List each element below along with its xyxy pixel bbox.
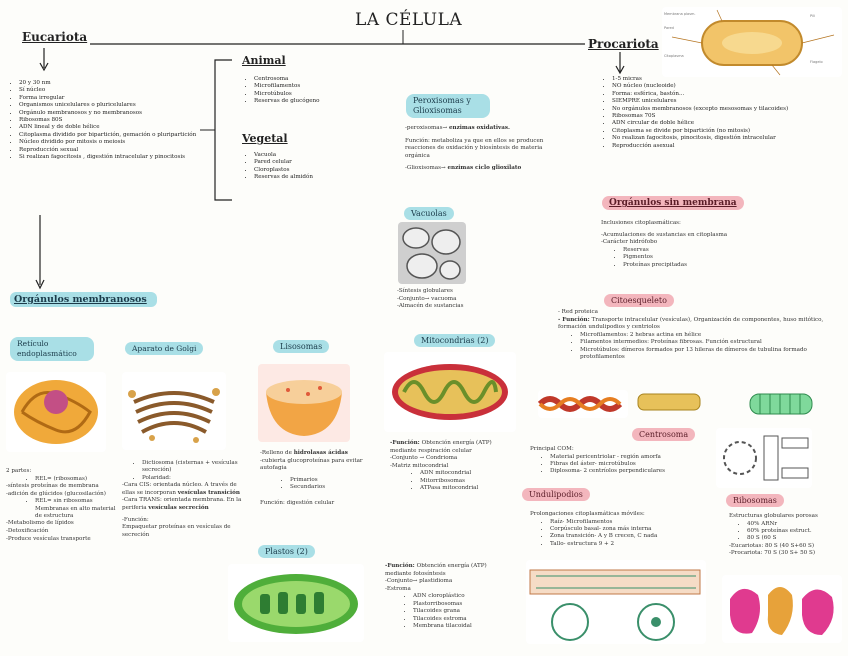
plastos-text: -Función: Obtención energía (ATP) mediante fotosíntesis -Conjunto→ plastidioma -Estroma • ADN cloroplástico • Plastorribosomas • Tilacoides grana • Tilacoides estroma • Membrana tilacoidal: [385, 563, 505, 630]
centrosoma-image: [716, 428, 812, 488]
vacuolas-text: [397, 288, 497, 311]
lisosoma-tipo-item: • Secundarios: [290, 484, 370, 491]
vegetal-heading: Vegetal: [242, 132, 288, 145]
cloroplasto-image: [228, 564, 364, 642]
eucariota-item: • Orgánulo membranosos y no membranosos: [19, 110, 204, 117]
eucariota-item: • Si realizan fagocitosis , digestión intracelular y pinocitosis: [19, 154, 204, 161]
text-line: -Almacén de sustancias: [397, 303, 464, 310]
lisosomas-image: [258, 364, 350, 442]
matriz-item: • ADN mitocondrial: [420, 470, 510, 477]
ribosomas-label: Ribosomas: [726, 494, 784, 507]
peroxisomas-label: Peroxisomas y Glioxisomas: [406, 94, 490, 118]
matriz-item: • ATPasa mitocondrial: [420, 485, 510, 492]
mitocondrias-label: Mitocondrias (2): [414, 334, 495, 347]
golgi-label: Aparato de Golgi: [125, 342, 203, 355]
sin-membrana-label: Orgánulos sin membrana: [602, 196, 744, 210]
undulipodio-item: • Tallo- estructura 9 + 2: [550, 541, 730, 548]
procariota-item: • No orgánulos membranosos (excepto mesosomas y tilacoides): [612, 106, 848, 113]
text-line: -Conjunto→ vacuoma: [397, 295, 457, 302]
animal-item: • Microtúbulos: [254, 91, 364, 98]
svg-text:Pared: Pared: [664, 26, 674, 30]
ribosomas-text: Estructuras globulares porosas • 40% ARNr • 60% proteínas estruct. • 80 S (60 S -Eucariotas: 80 S (40 S+60 S) -Procariota: 70 S (30 S+ 50 S): [729, 513, 839, 558]
citoesqueleto-item: • Microtúbulos: dímeros formados por 13 hileras de dímeros de tubulina formado protofilamentos: [580, 347, 840, 362]
estroma-item: • Membrana tilacoidal: [413, 623, 505, 630]
svg-text:Pili: Pili: [810, 14, 815, 18]
vegetal-item: • Pared celular: [254, 159, 324, 166]
undulipodio-item: • Raíz- Microfilamentos: [550, 519, 730, 526]
eucariota-item: • 20 y 30 nm: [19, 80, 204, 87]
mitocondria-image: [384, 352, 516, 432]
eucariota-list: [10, 80, 204, 161]
golgi-image: [122, 372, 226, 450]
text-line: -Metabolismo de lípidos: [6, 520, 74, 527]
text-line: -Produce vesículas transporte: [6, 535, 91, 542]
eucariota-item: • Organismos unicelulares o pluricelulares: [19, 102, 204, 109]
vegetal-item: • Reservas de almidón: [254, 174, 324, 181]
centrosoma-label: Centrosoma: [632, 428, 695, 441]
microtubule-image: [748, 390, 814, 418]
procariota-list: [603, 76, 848, 150]
procariota-item: • Citoplasma se divide por bipartición (no mitosis): [612, 128, 848, 135]
matriz-item: • Mitorribosomas: [420, 478, 510, 485]
ribosoma-image: [722, 575, 842, 643]
citoesqueleto-label: Citoesqueleto: [604, 294, 674, 307]
centrosoma-item: • Material pericentriolar - región amorfa: [550, 454, 720, 461]
animal-item: • Reservas de glucógeno: [254, 98, 364, 105]
procariota-item: • 1-5 micras: [612, 76, 848, 83]
eucariota-item: • Reproducción sexual: [19, 147, 204, 154]
centrosoma-item: • Diplosoma- 2 centríolos perpendiculares: [550, 468, 720, 475]
undulipodio-image: [526, 560, 706, 644]
golgi-text: • Dictiosoma (cisternas + vesículas secreción) • Polaridad: -Cara CIS: orientada núcleo. A través de ellas se incorporan vesículas transición -Cara TRANS: orientada membrana. En la periferia vesículas secreción -Función: Empaquetar proteínas en vesículas de secreción: [122, 460, 242, 539]
vegetal-item: • Vacuola: [254, 152, 324, 159]
procariota-item: • Forma: esférica, bastón...: [612, 91, 848, 98]
estroma-item: • Tilacoides estroma: [413, 616, 505, 623]
vacuolas-image: [398, 222, 466, 284]
membranosos-label: Orgánulos membranosos: [10, 292, 157, 307]
reticulo-text: 2 partes: • REL= (ribosomas) -síntesis proteínas de membrana -adición de glúcidos (glucosilación) • REL= sin ribosomas Membranas en alto material de estructura -Metabolismo de lípidos -Detoxificación -Produce vesículas transporte: [6, 468, 121, 543]
citoesqueleto-item: • Filamentos intermedios: Proteínas fibrosas. Función estructural: [580, 339, 840, 346]
eucariota-item: • Forma irregular: [19, 95, 204, 102]
animal-item: • Microfilamentos: [254, 83, 364, 90]
mitocondrias-text: -Función: Obtención energía (ATP) mediante respiración celular -Conjunto → Condrioma -Matriz mitocondrial • ADN mitocondrial • Mitorribosomas • ATPasa mitocondrial: [390, 440, 510, 493]
undulipodios-label: Undulipodios: [522, 488, 590, 501]
microfilament-image: [538, 390, 628, 418]
svg-text:Membrana plasm.: Membrana plasm.: [664, 12, 696, 16]
vegetal-list: [245, 152, 324, 182]
animal-list: [245, 76, 364, 106]
estroma-item: • ADN cloroplástico: [413, 593, 505, 600]
centrosoma-item: • Fibras del áster- microtúbulos: [550, 461, 720, 468]
estroma-item: • Tilacoides grana: [413, 608, 505, 615]
ribosoma-item: • 40% ARNr: [747, 521, 839, 528]
citoesqueleto-text: - Red proteica - Función: Transporte intracelular (vesículas), Organización de componentes, huso mitótico, formación undulipodios y centriolos • Microfilamentos: 2 hebras actina en hélice • Filamentos intermedios: Proteínas fibrosas. Función estructural • Microtúbulos: dímeros formados por 13 hileras de dímeros de tubulina formado protofilamentos: [558, 309, 840, 361]
peroxisomas-text: -peroxisomas→ enzimas oxidativas. Función: metaboliza ya que en ellos se producen reacciones de oxidación y biosíntesis de materia orgánica -Glioxisomas→ enzimas ciclo glioxilato: [405, 125, 544, 172]
reticulo-image: [6, 372, 106, 452]
procariota-item: • SIEMPRE unicelulares: [612, 98, 848, 105]
ribosoma-item: • 80 S (60 S: [747, 535, 839, 542]
eucariota-item: • Núcleo dividido por mitosis o meiosis: [19, 139, 204, 146]
citoesqueleto-item: • Microfilamentos: 2 hebras actina en hélice: [580, 332, 840, 339]
animal-heading: Animal: [242, 54, 286, 67]
lisosomas-text: -Relleno de hidrolasas ácidas -cubierta glucoproteínas para evitar autofagia • Primarios • Secundarios Función: digestión celular: [260, 450, 370, 507]
eucariota-item: • Citoplasma dividido por bipartición, gemación o pluripartición: [19, 132, 204, 139]
bacteria-image: [662, 7, 842, 77]
procariota-item: • Reproducción asexual: [612, 143, 848, 150]
svg-text:Flagelo: Flagelo: [810, 60, 823, 64]
inclusion-item: • Reservas: [623, 247, 781, 254]
undulipodios-text: Prolongaciones citoplasmáticas móviles: • Raíz- Microfilamentos • Corpúsculo basal- zona más interna • Zona transición- A y B crecen, C nada • Tallo- estructura 9 + 2: [530, 511, 730, 548]
vacuolas-label: Vacuolas: [404, 207, 454, 220]
centrosoma-text: Principal COM: • Material pericentriolar - región amorfa • Fibras del áster- microtúbulos • Diplosoma- 2 centríolos perpendiculares: [530, 446, 720, 476]
procariota-item: • ADN circular de doble hélice: [612, 120, 848, 127]
svg-text:Citoplasma: Citoplasma: [664, 54, 684, 58]
procariota-item: • NO núcleo (nucleoide): [612, 83, 848, 90]
plastos-label: Plastos (2): [258, 545, 315, 558]
sin-membrana-text: Inclusiones citoplasmáticas: -Acumulaciones de sustancias en citoplasma -Carácter hidrófobo • Reservas • Pigmentos • Proteínas precipitadas: [601, 220, 781, 269]
vegetal-item: • Cloroplastos: [254, 167, 324, 174]
procariota-item: • Ribosomas 70S: [612, 113, 848, 120]
page-title: LA CÉLULA: [355, 10, 463, 30]
eucariota-item: • Ribosomas 80S: [19, 117, 204, 124]
animal-item: • Centrosoma: [254, 76, 364, 83]
undulipodio-item: • Zona transición- A y B crecen, C nada: [550, 533, 730, 540]
procariota-heading: Procariota: [588, 37, 659, 51]
procariota-item: • No realizan fagocitosis, pinocitosis, digestión intracelular: [612, 135, 848, 142]
filament-image: [636, 390, 706, 416]
eucariota-item: • Sí núcleo: [19, 87, 204, 94]
inclusion-item: • Pigmentos: [623, 254, 781, 261]
eucariota-heading: Eucariota: [22, 30, 88, 44]
ribosoma-item: • 60% proteínas estruct.: [747, 528, 839, 535]
lisosoma-tipo-item: • Primarios: [290, 477, 370, 484]
lisosomas-label: Lisosomas: [273, 340, 329, 353]
inclusion-item: • Proteínas precipitadas: [623, 262, 781, 269]
reticulo-label: Retículo endoplasmático: [10, 337, 94, 361]
estroma-item: • Plastorribosomas: [413, 601, 505, 608]
text-line: -Detoxificación: [6, 528, 49, 534]
eucariota-item: • ADN lineal y de doble hélice: [19, 124, 204, 131]
undulipodio-item: • Corpúsculo basal- zona más interna: [550, 526, 730, 533]
text-line: -Síntesis globulares: [397, 288, 453, 294]
